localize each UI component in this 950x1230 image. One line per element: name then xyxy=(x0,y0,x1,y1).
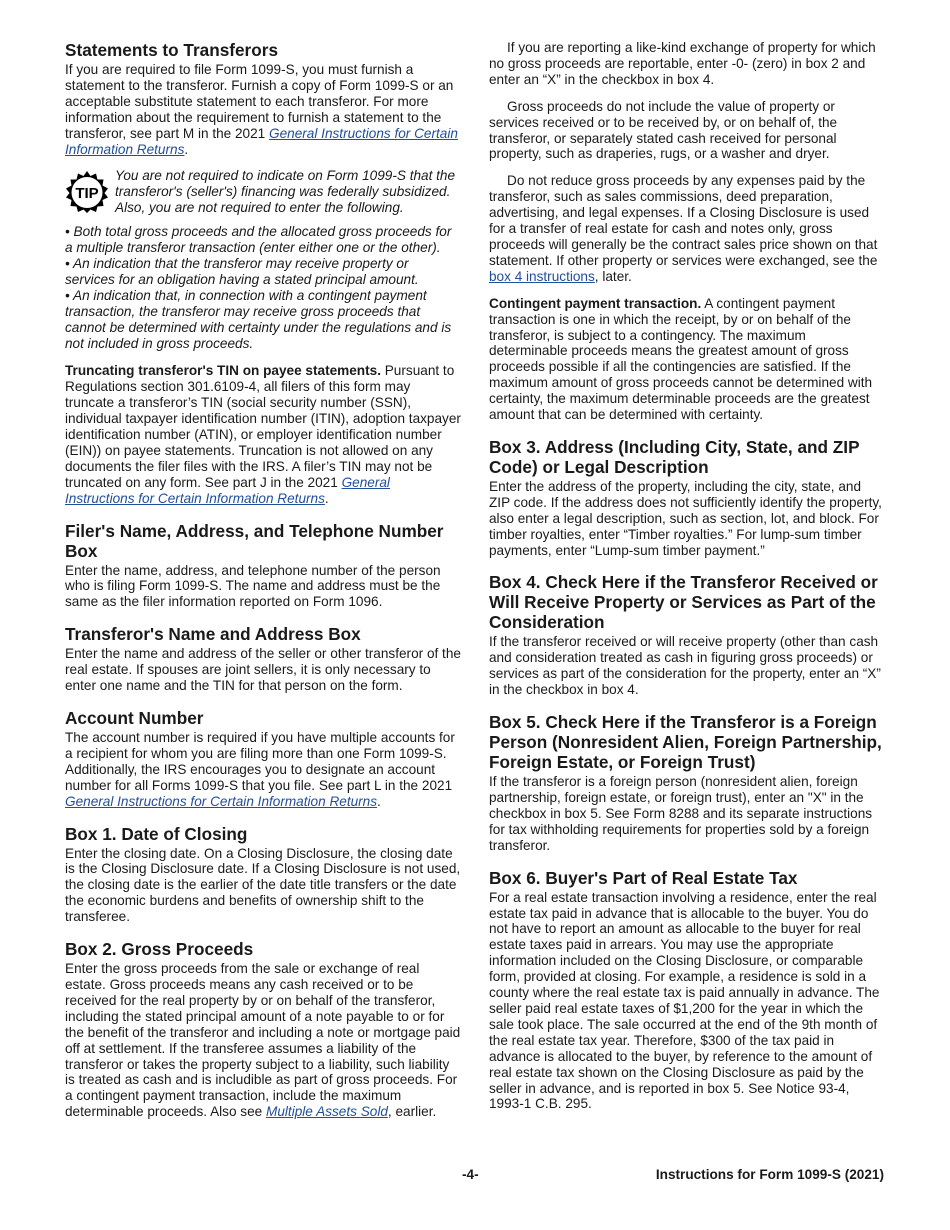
transferor-heading: Transferor's Name and Address Box xyxy=(65,624,361,645)
tip-text: You are not required to indicate on Form 1099-S that the transferor's (seller's) financing was federally subsidized. Also, you are not required to enter the following. xyxy=(115,168,456,216)
left-column xyxy=(65,40,461,1131)
list-item: • An indication that the transferor may receive property or services for an obligation having a stated principal amount. xyxy=(65,255,419,287)
statements-paragraph: If you are required to file Form 1099-S, you must furnish a statement to the transferor. Furnish a copy of Form 1099-S or an acceptable substitute statement to each transferor. For more information about the requirement to furnish a statement to the transferor, see part M in the 2021 General Instructions for Certain Information Returns. xyxy=(65,62,458,157)
form-title-footer: Instructions for Form 1099-S (2021) xyxy=(655,1167,884,1182)
multiple-assets-sold-link[interactable]: Multiple Assets Sold xyxy=(266,1104,388,1120)
box5-paragraph: If the transferor is a foreign person (nonresident alien, foreign partnership, foreign estate, or foreign trust), enter an "X" in the checkbox in box 5. See Form 8288 and its separate instructions for tax withholding requirements for properties sold by a foreign transferor. xyxy=(489,774,873,853)
box4-paragraph: If the transferor received or will receive property (other than cash and consideration treated as cash in figuring gross proceeds) or services as part of the consideration for the property, enter an “X” in the checkbox in box 4. xyxy=(489,634,881,698)
tip-bullet-list xyxy=(65,224,461,351)
box6-paragraph: For a real estate transaction involving a residence, enter the real estate tax paid in advance that is allocable to the buyer. You do not have to report an amount as allocable to the buyer for real estate taxes paid in arrears. You may use the appropriate information included on the Closing Disclosure, or comparable form, provided at closing. For example, a residence is sold in a county where the real estate tax is paid annually in advance. The seller paid real estate taxes of $1,200 for the year in which the sale took place. The sale occurred at the end of the 9th month of the real estate tax year. Therefore, $300 of the tax paid in advance is allocated to the buyer, by reference to the amount of real estate tax shown on the Closing Disclosure as paid by the seller in advance, and is reported in box 5. See Notice 93-4, 1993-1 C.B. 295. xyxy=(489,889,880,1112)
box5-heading: Box 5. Check Here if the Transferor is a Foreign Person (Nonresident Alien, Foreign Partnership, Foreign Estate, or Foreign Trust) xyxy=(489,712,882,773)
right-column xyxy=(489,40,885,1123)
truncating-paragraph: Truncating transferor's TIN on payee statements. Pursuant to Regulations section 301.6109-4, all filers of this form may truncate a transferor’s TIN (social security number (SSN), individual taxpayer identification number (ITIN), adoption taxpayer identification number (ATIN), or employer identification number (EIN)) on payee statements. Truncation is not allowed on any documents the filer files with the IRS. A filer’s TIN may not be truncated on any form. See part J in the 2021 General Instructions for Certain Information Returns. xyxy=(65,363,461,506)
box2-paragraph: Enter the gross proceeds from the sale or exchange of real estate. Gross proceeds means any cash received or to be received for the real property by or on behalf of the transferor, including the stated principal amount of a note payable to or for the benefit of the transferor and including a note or mortgage paid off at settlement. If the transferee assumes a liability of the transferor or takes the property subject to a liability, such liability is treated as cash and is includible as part of gross proceeds. For a contingent payment transaction, include the maximum determinable proceeds. Also see Multiple Assets Sold, earlier. xyxy=(65,961,461,1120)
general-instructions-link[interactable]: General Instructions for Certain Information Returns xyxy=(65,125,458,157)
tip-box xyxy=(65,168,461,216)
gross-proceeds-exclusion-paragraph: Gross proceeds do not include the value of property or services received or to be received by, or on behalf of, the transferor, or separately stated cash received for personal property, such as draperies, rugs, or a washer and dryer. xyxy=(489,98,838,162)
list-item: • An indication that, in connection with a contingent payment transaction, the transferor may receive gross proceeds that cannot be determined with certainty under the regulations and is not included in gross proceeds. xyxy=(65,287,452,351)
box2-heading: Box 2. Gross Proceeds xyxy=(65,939,254,960)
filer-heading: Filer's Name, Address, and Telephone Number Box xyxy=(65,520,444,561)
tip-label: TIP xyxy=(75,185,99,203)
expenses-paragraph: Do not reduce gross proceeds by any expenses paid by the transferor, such as sales commissions, deed preparation, advertising, and legal expenses. If a Closing Disclosure is used for a transfer of real estate for cash and notes only, gross proceeds will generally be the contract sales price shown on that statement. If other property or services were exchanged, see the box 4 instructions, later. xyxy=(489,173,878,284)
tip-icon xyxy=(65,170,109,214)
filer-paragraph: Enter the name, address, and telephone number of the person who is filing Form 1099-S. The name and address must be the same as the filer information reported on Form 1096. xyxy=(65,562,441,610)
contingent-payment-paragraph: Contingent payment transaction. A contingent payment transaction is one in which the receipt, by or on behalf of the transferor, is subject to a contingency. The maximum determinable proceeds means the greatest amount of gross proceeds possible if all the contingencies are satisfied. If the maximum amount of gross proceeds cannot be determined with certainty, the maximum determinable proceeds are the greatest amount that can be determined with certainty. xyxy=(489,295,873,423)
box4-instructions-link[interactable]: box 4 instructions xyxy=(489,268,595,284)
box4-heading: Box 4. Check Here if the Transferor Received or Will Receive Property or Services as Part of the Consideration xyxy=(489,572,878,633)
general-instructions-link[interactable]: General Instructions for Certain Information Returns xyxy=(65,793,378,809)
account-number-paragraph: The account number is required if you have multiple accounts for a recipient for whom you are filing more than one Form 1099-S. Additionally, the IRS encourages you to designate an account number for all Forms 1099-S that you file. See part L in the 2021 General Instructions for Certain Information Returns. xyxy=(65,730,455,809)
page-number: -4- xyxy=(462,1167,479,1182)
general-instructions-link[interactable]: General Instructions for Certain Information Returns xyxy=(65,474,390,506)
box3-paragraph: Enter the address of the property, including the city, state, and ZIP code. If the address does not sufficiently identify the property, also enter a legal description, such as section, lot, and block. For timber royalties, enter “Timber royalties.” For lump-sum timber payments, enter “Lump-sum timber payment.” xyxy=(489,478,882,558)
box3-heading: Box 3. Address (Including City, State, and ZIP Code) or Legal Description xyxy=(489,436,860,477)
account-number-heading: Account Number xyxy=(65,708,204,728)
list-item: • Both total gross proceeds and the allocated gross proceeds for a multiple transferor transaction (enter either one or the other). xyxy=(65,224,452,256)
box6-heading: Box 6. Buyer's Part of Real Estate Tax xyxy=(489,867,798,888)
transferor-paragraph: Enter the name and address of the seller or other transferor of the real estate. If spouses are joint sellers, it is only necessary to enter one name and the TIN for that person on the form. xyxy=(65,646,461,694)
box1-heading: Box 1. Date of Closing xyxy=(65,823,248,844)
like-kind-paragraph: If you are reporting a like-kind exchange of property for which no gross proceeds are reportable, enter -0- (zero) in box 2 and enter an “X” in the checkbox in box 4. xyxy=(489,40,876,87)
box1-paragraph: Enter the closing date. On a Closing Disclosure, the closing date is the Closing Disclosure date. If a Closing Disclosure is not used, the closing date is the earlier of the date title transfers or the date the economic burdens and benefits of ownership shift to the transferee. xyxy=(65,845,461,925)
statements-heading: Statements to Transferors xyxy=(65,40,278,60)
